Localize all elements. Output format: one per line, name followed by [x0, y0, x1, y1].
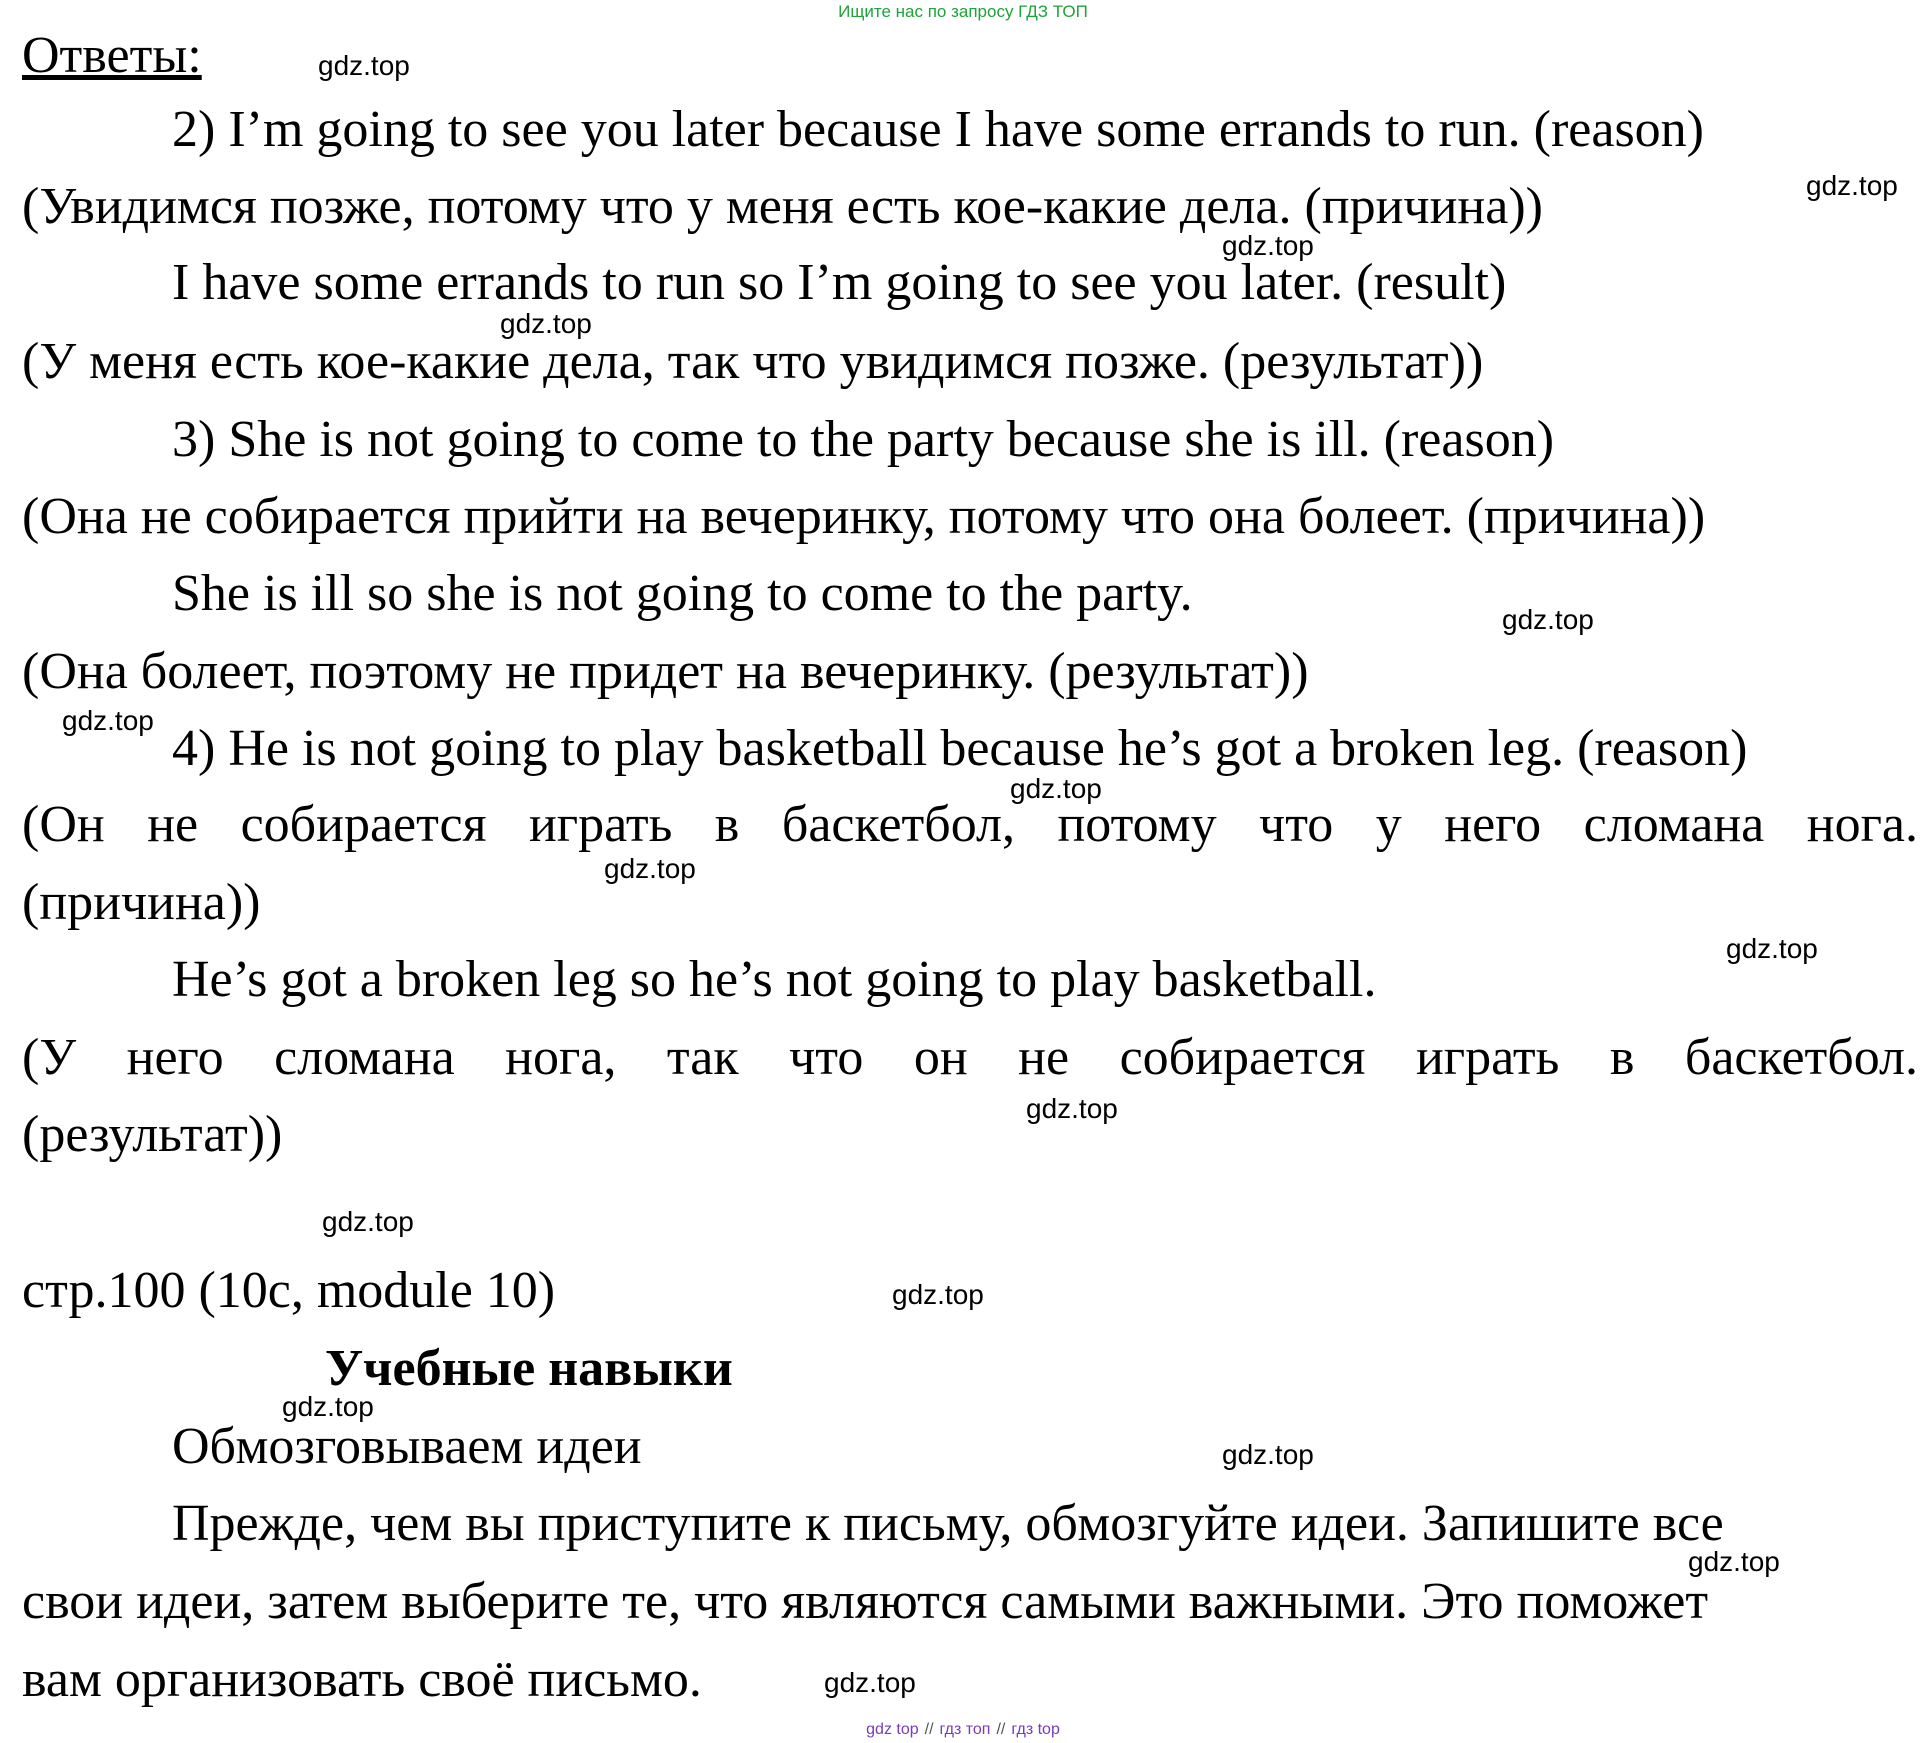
- watermark: gdz.top: [1010, 773, 1102, 804]
- watermark: gdz.top: [604, 853, 696, 884]
- paragraph-line: Прежде, чем вы приступите к письму, обмозгуйте идеи. Запишите все: [172, 1495, 1724, 1552]
- footer-links: [0, 1721, 1926, 1739]
- watermark: gdz.top: [500, 308, 592, 339]
- answers-title: Ответы:: [22, 27, 202, 84]
- watermark: gdz.top: [322, 1206, 414, 1237]
- answer-line: (причина)): [22, 874, 261, 931]
- answer-line: (У меня есть кое-какие дела, так что увидимся позже. (результат)): [22, 333, 1484, 390]
- watermark: gdz.top: [1222, 230, 1314, 261]
- answer-line: (результат)): [22, 1106, 283, 1163]
- watermark: gdz.top: [1806, 170, 1898, 201]
- footer-separator: //: [996, 1721, 1006, 1738]
- answer-line: I have some errands to run so I’m going to see you later. (result): [172, 254, 1507, 311]
- answer-line: (Увидимся позже, потому что у меня есть кое-какие дела. (причина)): [22, 178, 1543, 235]
- answer-line: (Он не собирается играть в баскетбол, потому что у него сломана нога.: [22, 796, 1918, 853]
- answer-line: (Она болеет, поэтому не придет на вечеринку. (результат)): [22, 643, 1309, 700]
- answer-line: She is ill so she is not going to come to the party.: [172, 565, 1193, 622]
- footer-separator: //: [924, 1721, 934, 1738]
- footer-link[interactable]: гдз топ: [939, 1721, 991, 1738]
- paragraph-line: вам организовать своё письмо.: [22, 1651, 702, 1708]
- answer-line: (У него сломана нога, так что он не собирается играть в баскетбол.: [22, 1029, 1918, 1086]
- watermark: gdz.top: [1726, 933, 1818, 964]
- watermark: gdz.top: [824, 1667, 916, 1698]
- section-subtitle: Обмозговываем идеи: [172, 1418, 642, 1475]
- section-title: Учебные навыки: [325, 1340, 733, 1397]
- footer-link[interactable]: гдз top: [1011, 1721, 1060, 1738]
- answer-line: (Она не собирается прийти на вечеринку, потому что она болеет. (причина)): [22, 488, 1706, 545]
- answer-line: 3) She is not going to come to the party because she is ill. (reason): [172, 411, 1555, 468]
- watermark: gdz.top: [1222, 1439, 1314, 1470]
- search-hint-header: Ищите нас по запросу ГДЗ ТОП: [838, 2, 1088, 21]
- watermark: gdz.top: [62, 705, 154, 736]
- watermark: gdz.top: [892, 1279, 984, 1310]
- watermark: gdz.top: [1026, 1093, 1118, 1124]
- watermark: gdz.top: [318, 50, 410, 81]
- watermark: gdz.top: [1688, 1546, 1780, 1577]
- answer-line: 2) I’m going to see you later because I have some errands to run. (reason): [172, 101, 1704, 158]
- watermark: gdz.top: [282, 1391, 374, 1422]
- answer-line: He’s got a broken leg so he’s not going to play basketball.: [172, 951, 1377, 1008]
- page-reference: стр.100 (10c, module 10): [22, 1262, 556, 1319]
- answer-line: 4) He is not going to play basketball because he’s got a broken leg. (reason): [172, 720, 1748, 777]
- watermark: gdz.top: [1502, 604, 1594, 635]
- paragraph-line: свои идеи, затем выберите те, что являются самыми важными. Это поможет: [22, 1573, 1709, 1630]
- footer-link[interactable]: gdz top: [866, 1721, 919, 1738]
